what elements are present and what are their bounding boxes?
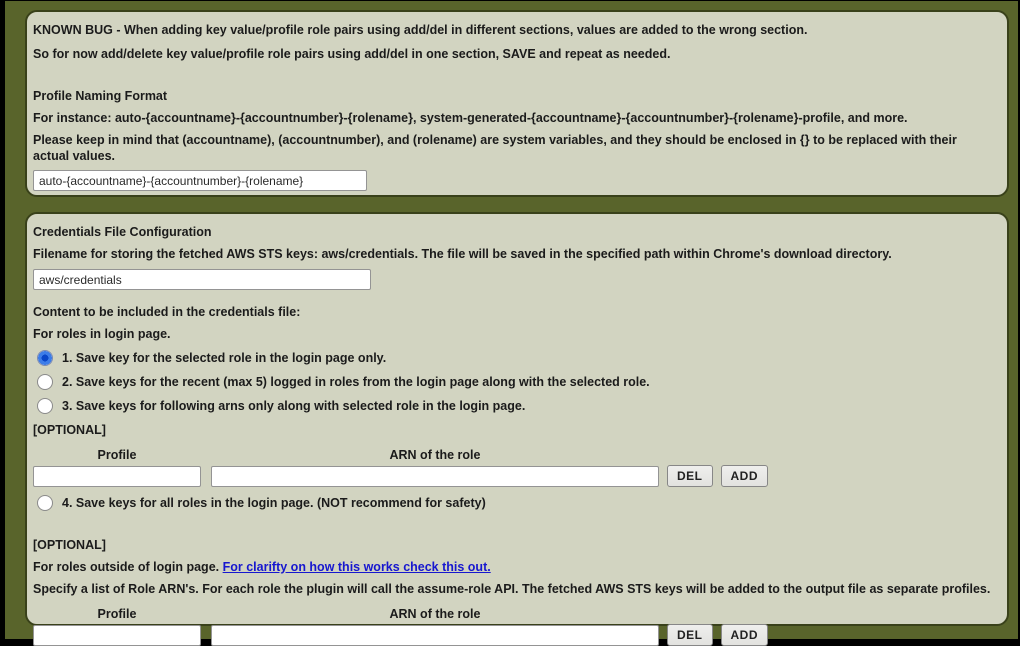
- arn-input-1[interactable]: [211, 466, 659, 487]
- credentials-config-heading: Credentials File Configuration: [33, 225, 212, 239]
- radio-option-3[interactable]: [37, 398, 53, 414]
- optional-label-2: [OPTIONAL]: [33, 538, 106, 552]
- known-bug-line-2: So for now add/delete key value/profile role pairs using add/del in one section, SAVE and repeat as needed.: [33, 47, 671, 61]
- profile-column-label-1: Profile: [97, 448, 137, 462]
- specify-arn-description: Specify a list of Role ARN's. For each role the plugin will call the assume-role API. The fetched AWS STS keys will be added to the output file as separate profiles.: [33, 582, 991, 596]
- del-button-1[interactable]: DEL: [667, 465, 713, 487]
- profile-arn-row-1: [33, 465, 991, 487]
- profile-input-2[interactable]: [33, 625, 201, 646]
- arn-column-label-1: ARN of the role: [389, 448, 481, 462]
- roles-outside-line: [33, 559, 991, 575]
- options-page: [5, 1, 1018, 642]
- radio-option-1[interactable]: [37, 350, 53, 366]
- option-3-row: [33, 398, 991, 414]
- filename-description: Filename for storing the fetched AWS STS keys: aws/credentials. The file will be saved in the specified path within Chrome's download directory.: [33, 247, 892, 261]
- profile-input-1[interactable]: [33, 466, 201, 487]
- pair-labels-row-2: [33, 607, 991, 621]
- profile-column-label-2: Profile: [97, 607, 137, 621]
- arn-input-2[interactable]: [211, 625, 659, 646]
- pair-labels-row-1: [33, 448, 991, 462]
- naming-note-text: Please keep in mind that (accountname), (accountnumber), and (rolename) are system variables, and they should be enclosed in {} to be replaced with their actual values.: [33, 133, 957, 163]
- radio-option-4[interactable]: [37, 495, 53, 511]
- profile-naming-format-heading: Profile Naming Format: [33, 89, 168, 103]
- content-included-heading: Content to be included in the credentials file:: [33, 305, 301, 319]
- option-2-row: [33, 374, 991, 390]
- clarity-link[interactable]: For clarifty on how this works check this out.: [222, 560, 491, 574]
- del-button-2[interactable]: DEL: [667, 624, 713, 646]
- credentials-file-panel: [25, 212, 1009, 642]
- known-bug-line-1: KNOWN BUG - When adding key value/profile role pairs using add/del in different sections, values are added to the wrong section.: [33, 23, 808, 37]
- credentials-filename-input[interactable]: [33, 269, 371, 290]
- arn-column-label-2: ARN of the role: [389, 607, 481, 621]
- option-2-label: 2. Save keys for the recent (max 5) logged in roles from the login page along with the selected role.: [62, 375, 650, 389]
- profile-arn-row-2: [33, 624, 991, 646]
- option-1-row: [33, 350, 991, 366]
- add-button-2[interactable]: ADD: [721, 624, 769, 646]
- roles-in-login-heading: For roles in login page.: [33, 327, 171, 341]
- profile-naming-panel: [25, 10, 1009, 197]
- option-4-label: 4. Save keys for all roles in the login page. (NOT recommend for safety): [62, 496, 486, 510]
- option-3-label: 3. Save keys for following arns only along with selected role in the login page.: [62, 399, 526, 413]
- optional-label-1: [OPTIONAL]: [33, 423, 106, 437]
- profile-naming-format-input[interactable]: [33, 170, 367, 191]
- radio-option-2[interactable]: [37, 374, 53, 390]
- naming-example-text: For instance: auto-{accountname}-{accountnumber}-{rolename}, system-generated-{accountname}-{accountnumber}-{rolename}-profile, and more.: [33, 111, 908, 125]
- option-1-label: 1. Save key for the selected role in the login page only.: [62, 351, 387, 365]
- option-4-row: [33, 495, 991, 511]
- add-button-1[interactable]: ADD: [721, 465, 769, 487]
- roles-outside-text: For roles outside of login page.: [33, 560, 220, 574]
